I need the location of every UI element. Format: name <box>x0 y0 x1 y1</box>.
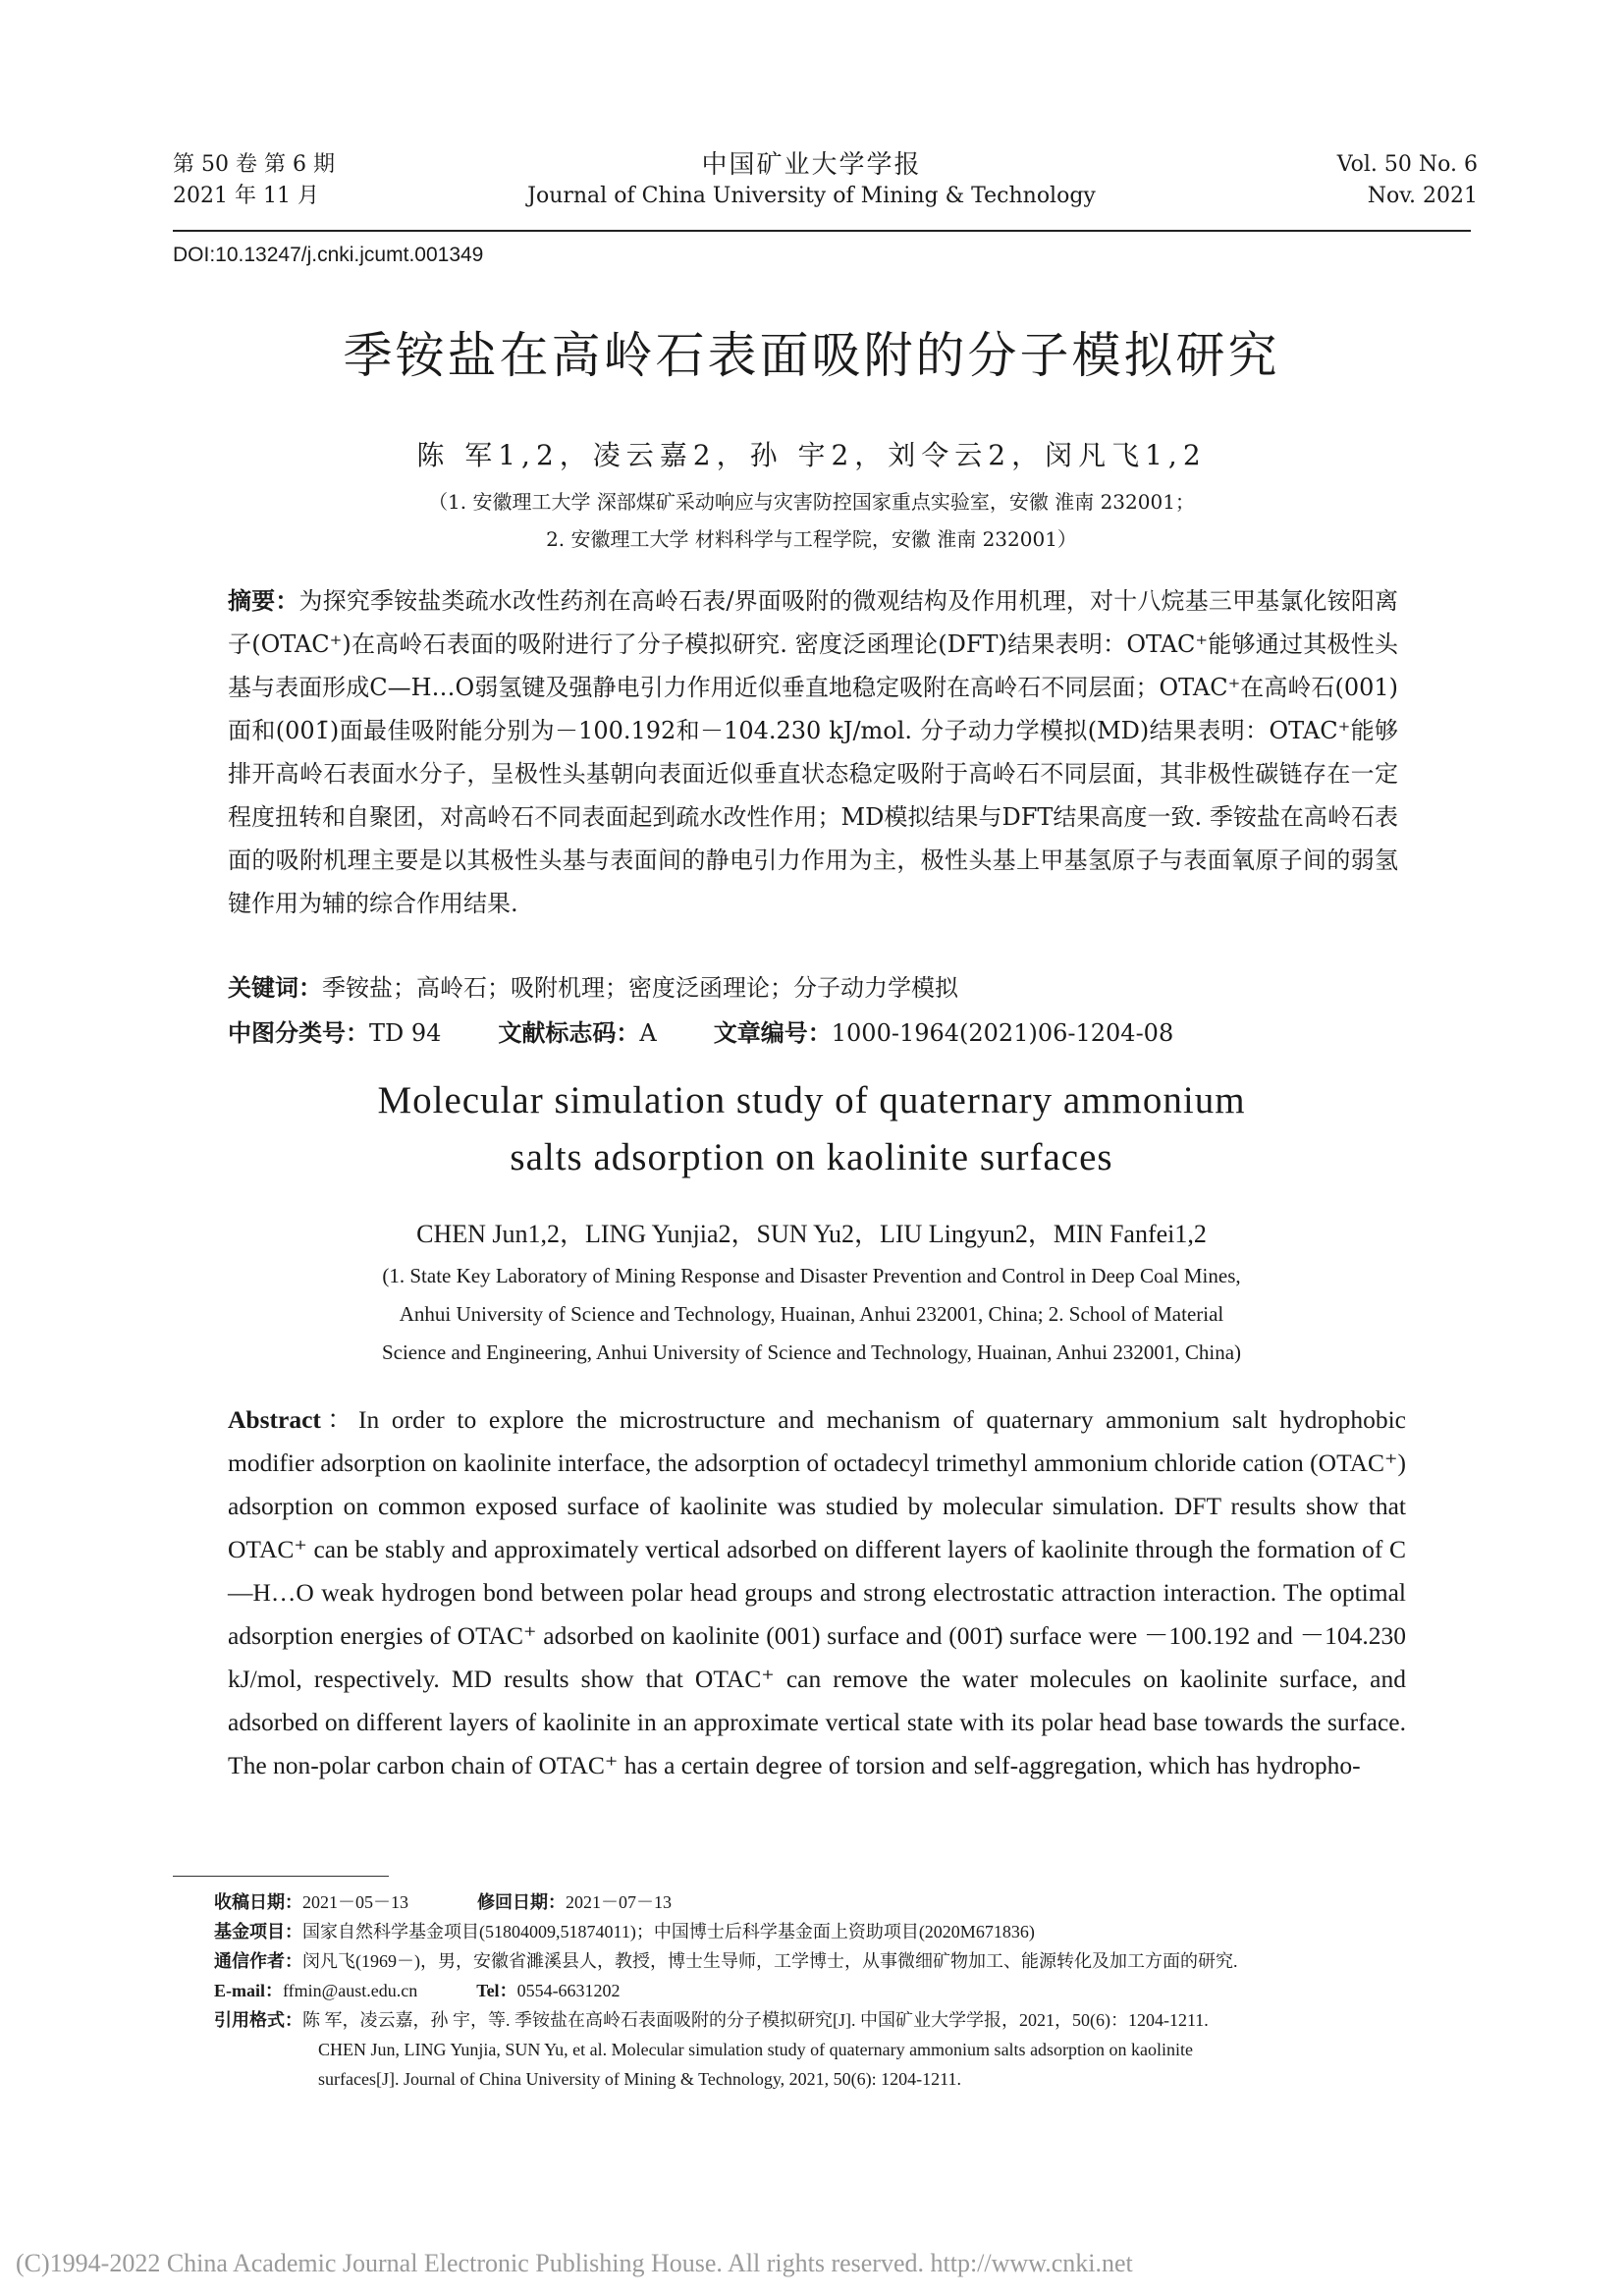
keywords-cn <box>228 968 958 1003</box>
affiliation-cn-2: 2. 安徽理工大学 材料科学与工程学院，安徽 淮南 232001） <box>546 527 1077 551</box>
affiliation-en-2: Anhui University of Science and Technology, Huainan, Anhui 232001, China; 2. School of Material <box>399 1302 1224 1326</box>
abstract-cn-text: 为探究季铵盐类疏水改性药剂在高岭石表/界面吸附的微观结构及作用机理，对十八烷基三甲基氯化铵阳离子(OTAC⁺)在高岭石表面的吸附进行了分子模拟研究. 密度泛函理论(DFT)结果表明：OTAC⁺能够通过其极性头基与表面形成C—H…O弱氢键及强静电引力作用近似垂直地稳定吸附在高岭石不同层面；OTAC⁺在高岭石(001)面和(001̄)面最佳吸附能分别为－100.192和－104.230 kJ/mol. 分子动力学模拟(MD)结果表明：OTAC⁺能够排开高岭石表面水分子，呈极性头基朝向表面近似垂直状态稳定吸附于高岭石不同层面，其非极性碳链存在一定程度扭转和自聚团，对高岭石不同表面起到疏水改性作用；MD模拟结果与DFT结果高度一致. 季铵盐在高岭石表面的吸附机理主要是以其极性头基与表面间的静电引力作用为主，极性头基上甲基氢原子与表面氧原子间的弱氢键作用为辅的综合作用结果. <box>228 587 1398 917</box>
volume-issue-en: Vol. 50 No. 6 <box>1336 152 1478 177</box>
title-cn: 季铵盐在高岭石表面吸附的分子模拟研究 <box>343 327 1280 384</box>
abstract-cn-label: 摘要： <box>228 587 299 615</box>
footnotes <box>214 1887 1481 2094</box>
clc-value: TD 94 <box>369 1019 442 1047</box>
affiliations-cn <box>0 483 1623 558</box>
abstract-en-label: Abstract <box>228 1405 321 1434</box>
article-no-label: 文章编号： <box>713 1019 832 1047</box>
footnote-corresponding <box>214 1946 1481 1976</box>
revised-date: 2021－07－13 <box>566 1892 672 1912</box>
copyright-notice: (C)1994-2022 China Academic Journal Electronic Publishing House. All rights reserved. http://www.cnki.net <box>16 2249 1133 2277</box>
doc-code-label: 文献标志码： <box>498 1019 640 1047</box>
authors-en: CHEN Jun1,2，LING Yunjia2，SUN Yu2，LIU Lingyun2，MIN Fanfei1,2 <box>416 1220 1207 1248</box>
cite-label: 引用格式： <box>214 2010 302 2030</box>
abstract-en <box>228 1398 1406 1787</box>
title-en-line-1: Molecular simulation study of quaternary ammonium <box>377 1079 1246 1121</box>
footnote-fund <box>214 1917 1481 1946</box>
affiliation-cn-1: （1. 安徽理工大学 深部煤矿采动响应与灾害防控国家重点实验室，安徽 淮南 232001； <box>428 490 1195 514</box>
tel-value: 0554-6631202 <box>516 1981 621 2000</box>
footnote-cite-en-2: surfaces[J]. Journal of China University of Mining & Technology, 2021, 50(6): 1204-1211. <box>318 2069 961 2089</box>
affiliation-en-3: Science and Engineering, Anhui University of Science and Technology, Huainan, Anhui 232001, China) <box>381 1340 1242 1364</box>
affiliations-en <box>0 1257 1623 1372</box>
footnote-cite-cn <box>214 2005 1481 2035</box>
title-en-line-2: salts adsorption on kaolinite surfaces <box>510 1136 1113 1178</box>
email-value[interactable]: ffmin@aust.edu.cn <box>283 1981 418 2000</box>
abstract-en-text: ：In order to explore the microstructure and mechanism of quaternary ammonium salt hydrophobic modifier adsorption on kaolinite interface, the adsorption of octadecyl trimethyl ammonium chloride cation (OTAC⁺) adsorption on common exposed surface of kaolinite was studied by molecular simulation. DFT results show that OTAC⁺ can be stably and approximately vertical adsorbed on different layers of kaolinite through the formation of C—H…O weak hydrogen bond between polar head groups and strong electrostatic attraction interaction. The optimal adsorption energies of OTAC⁺ adsorbed on kaolinite (001) surface and (001̄) surface were －100.192 and －104.230 kJ/mol, respectively. MD results show that OTAC⁺ can remove the water molecules on kaolinite surface, and adsorbed on different layers of kaolinite in an approximate vertical state with its polar head base towards the surface. The non-polar carbon chain of OTAC⁺ has a certain degree of torsion and self-aggregation, which has hydropho- <box>228 1405 1406 1779</box>
clc-label: 中图分类号： <box>228 1019 369 1047</box>
corr-text: 闵凡飞(1969－)，男，安徽省濉溪县人，教授，博士生导师，工学博士，从事微细矿物加工、能源转化及加工方面的研究. <box>302 1951 1238 1971</box>
date-cn: 2021 年 11 月 <box>173 184 319 208</box>
revised-label: 修回日期： <box>477 1892 566 1912</box>
article-no-value: 1000-1964(2021)06-1204-08 <box>831 1019 1174 1047</box>
title-en <box>0 1072 1623 1186</box>
fund-label: 基金项目： <box>214 1922 302 1941</box>
corr-label: 通信作者： <box>214 1951 302 1971</box>
cite-cn-text: 陈 军，凌云嘉，孙 宇，等. 季铵盐在高岭石表面吸附的分子模拟研究[J]. 中国矿业大学学报，2021，50(6)：1204-1211. <box>302 2010 1209 2030</box>
journal-name-cn: 中国矿业大学学报 <box>701 150 922 180</box>
authors-cn: 陈 军1,2，凌云嘉2，孙 宇2，刘令云2，闵凡飞1,2 <box>416 439 1207 471</box>
volume-issue-cn: 第 50 卷 第 6 期 <box>173 152 335 177</box>
abstract-cn <box>228 579 1398 925</box>
classification-line <box>228 1013 1406 1048</box>
email-label: E-mail： <box>214 1981 283 2000</box>
footnote-cite-en-1: CHEN Jun, LING Yunjia, SUN Yu, et al. Molecular simulation study of quaternary ammonium salts adsorption on kaolinite <box>318 2040 1194 2059</box>
tel-label: Tel： <box>476 1981 517 2000</box>
footnote-dates <box>214 1887 1481 1917</box>
fund-text: 国家自然科学基金项目(51804009,51874011)；中国博士后科学基金面上资助项目(2020M671836) <box>302 1922 1035 1941</box>
keywords-text: 季铵盐；高岭石；吸附机理；密度泛函理论；分子动力学模拟 <box>322 974 958 1002</box>
received-date: 2021－05－13 <box>302 1892 408 1912</box>
date-en: Nov. 2021 <box>1367 184 1478 208</box>
doi: DOI:10.13247/j.cnki.jcumt.001349 <box>173 244 484 266</box>
doc-code-value: A <box>639 1019 657 1047</box>
footnote-rule <box>173 1876 389 1877</box>
affiliation-en-1: (1. State Key Laboratory of Mining Response and Disaster Prevention and Control in Deep Coal Mines, <box>382 1264 1241 1287</box>
header-rule <box>173 230 1471 232</box>
journal-name-en: Journal of China University of Mining & Technology <box>527 184 1096 208</box>
footnote-contact <box>214 1976 1481 2005</box>
keywords-label: 关键词： <box>228 974 322 1002</box>
header-volume-en <box>1337 149 1478 212</box>
received-label: 收稿日期： <box>214 1892 302 1912</box>
